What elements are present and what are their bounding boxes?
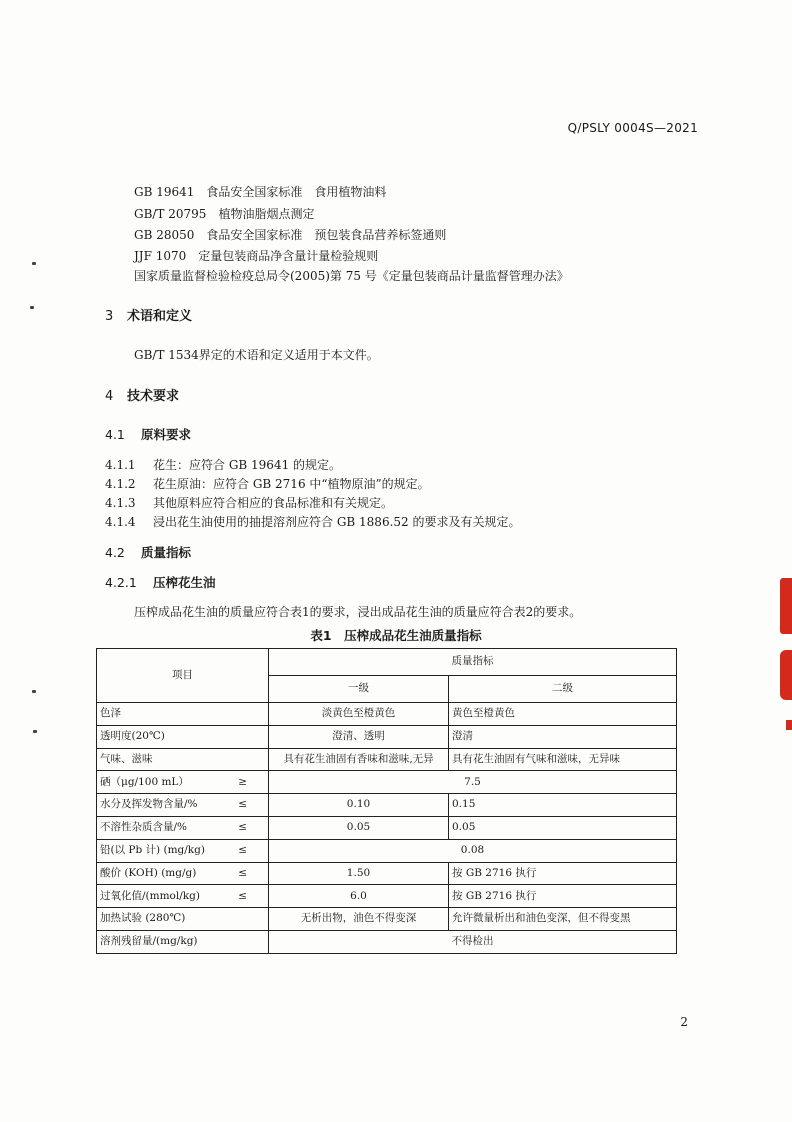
item-label: 过氧化值/(mmol/kg) xyxy=(100,889,200,902)
grade-1-cell: 0.10 xyxy=(269,794,449,817)
clause-text: 花生：应符合 GB 19641 的规定。 xyxy=(153,458,342,472)
table-title: 表1 压榨成品花生油质量指标 xyxy=(310,628,482,643)
operator: ≤ xyxy=(238,798,247,811)
grade-1-cell: 0.05 xyxy=(269,816,449,839)
grade-1-cell: 无析出物，油色不得变深 xyxy=(269,908,449,931)
scan-speck xyxy=(32,262,36,265)
header-grade-1: 一级 xyxy=(269,676,449,703)
section-number: 4 xyxy=(105,389,114,404)
item-cell xyxy=(97,862,269,885)
seal-stamp-fragment xyxy=(780,578,792,634)
item-cell xyxy=(97,930,269,953)
clause-number: 4.1.3 xyxy=(105,496,136,510)
clause-item xyxy=(105,475,430,492)
item-cell xyxy=(97,725,269,748)
section-4-2-heading xyxy=(105,543,191,561)
reference-line: GB 28050 食品安全国家标准 预包装食品营养标签通则 xyxy=(134,228,447,242)
table-row xyxy=(97,771,677,794)
section-number: 4.2.1 xyxy=(105,575,137,590)
section-title: 术语和定义 xyxy=(127,309,193,324)
section-number: 3 xyxy=(105,309,114,324)
scan-speck xyxy=(33,730,37,733)
item-cell xyxy=(97,748,269,771)
item-cell xyxy=(97,771,269,794)
clause-text: 其他原料应符合相应的食品标准和有关规定。 xyxy=(153,496,394,510)
grade-2-cell: 0.15 xyxy=(449,794,677,817)
section-4-heading xyxy=(105,385,179,404)
grade-2-cell: 允许微量析出和油色变深，但不得变黑 xyxy=(449,908,677,931)
grade-1-cell: 澄清、透明 xyxy=(269,725,449,748)
item-label: 铅(以 Pb 计) (mg/kg) xyxy=(100,843,205,856)
section-3-text: GB/T 1534界定的术语和定义适用于本文件。 xyxy=(134,348,379,362)
item-label: 气味、滋味 xyxy=(100,752,153,765)
item-label: 酸价 (KOH) (mg/g) xyxy=(100,866,197,879)
section-number: 4.1 xyxy=(105,427,125,442)
section-4-1-heading xyxy=(105,425,191,443)
grade-2-cell: 0.05 xyxy=(449,816,677,839)
header-quality-index: 质量指标 xyxy=(269,649,677,676)
table-row xyxy=(97,862,677,885)
clause-item xyxy=(105,513,520,530)
grade-1-cell: 具有花生油固有香味和滋味,无异 xyxy=(269,748,449,771)
operator: ≤ xyxy=(238,866,247,879)
item-label: 溶剂残留量/(mg/kg) xyxy=(100,935,198,948)
table-row xyxy=(97,703,677,726)
grade-2-cell: 黄色至橙黄色 xyxy=(449,703,677,726)
page-number: 2 xyxy=(680,1015,688,1029)
table-row xyxy=(97,839,677,862)
item-label: 水分及挥发物含量/% xyxy=(100,798,198,811)
grade-1-cell: 1.50 xyxy=(269,862,449,885)
table-row xyxy=(97,885,677,908)
operator: ≤ xyxy=(238,889,247,902)
clause-number: 4.1.1 xyxy=(105,458,136,472)
reference-line: GB/T 20795 植物油脂烟点测定 xyxy=(134,207,315,221)
item-label: 色泽 xyxy=(100,707,121,720)
quality-table xyxy=(96,648,677,954)
scan-speck xyxy=(30,306,34,309)
section-number: 4.2 xyxy=(105,545,125,560)
seal-stamp-fragment xyxy=(780,650,792,700)
item-cell xyxy=(97,703,269,726)
grade-2-cell: 澄清 xyxy=(449,725,677,748)
item-label: 加热试验 (280℃) xyxy=(100,912,186,925)
seal-stamp-fragment xyxy=(786,720,792,730)
reference-line: JJF 1070 定量包装商品净含量计量检验规则 xyxy=(134,249,379,263)
clause-text: 浸出花生油使用的抽提溶剂应符合 GB 1886.52 的要求及有关规定。 xyxy=(153,515,521,529)
item-cell xyxy=(97,839,269,862)
grade-2-cell: 按 GB 2716 执行 xyxy=(449,862,677,885)
item-label: 硒（μg/100 mL） xyxy=(100,775,189,788)
grade-1-cell: 淡黄色至橙黄色 xyxy=(269,703,449,726)
section-4-2-1-text: 压榨成品花生油的质量应符合表1的要求，浸出成品花生油的质量应符合表2的要求。 xyxy=(134,605,582,619)
table-header-row xyxy=(97,649,677,676)
clause-number: 4.1.4 xyxy=(105,515,136,529)
item-cell xyxy=(97,794,269,817)
scan-speck xyxy=(32,690,36,693)
item-cell xyxy=(97,816,269,839)
item-cell xyxy=(97,885,269,908)
header-grade-2: 二级 xyxy=(449,676,677,703)
header-item: 项目 xyxy=(97,649,269,703)
clause-item xyxy=(105,456,341,473)
section-title: 质量指标 xyxy=(141,545,192,560)
clause-number: 4.1.2 xyxy=(105,477,136,491)
grade-1-cell: 6.0 xyxy=(269,885,449,908)
item-cell xyxy=(97,908,269,931)
table-row xyxy=(97,725,677,748)
section-title: 压榨花生油 xyxy=(153,575,216,590)
table-row xyxy=(97,794,677,817)
table-row xyxy=(97,748,677,771)
grade-2-cell: 具有花生油固有气味和滋味，无异味 xyxy=(449,748,677,771)
merged-value-cell: 不得检出 xyxy=(269,930,677,953)
table-row xyxy=(97,908,677,931)
clause-text: 花生原油：应符合 GB 2716 中“植物原油”的规定。 xyxy=(153,477,430,491)
section-3-heading xyxy=(105,305,192,324)
grade-2-cell: 按 GB 2716 执行 xyxy=(449,885,677,908)
item-label: 不溶性杂质含量/% xyxy=(100,821,188,834)
operator: ≥ xyxy=(238,775,247,788)
clause-item xyxy=(105,494,393,511)
reference-line: GB 19641 食品安全国家标准 食用植物油料 xyxy=(134,185,387,199)
section-4-2-1-heading xyxy=(105,573,216,591)
merged-value-cell: 7.5 xyxy=(269,771,677,794)
section-title: 原料要求 xyxy=(141,427,192,442)
operator: ≤ xyxy=(238,843,247,856)
item-label: 透明度(20℃) xyxy=(100,729,165,742)
reference-line: 国家质量监督检验检疫总局令(2005)第 75 号《定量包装商品计量监督管理办法》 xyxy=(134,269,569,283)
operator: ≤ xyxy=(238,821,247,834)
table-row xyxy=(97,816,677,839)
table-row xyxy=(97,930,677,953)
merged-value-cell: 0.08 xyxy=(269,839,677,862)
document-code: Q/PSLY 0004S—2021 xyxy=(567,121,698,135)
section-title: 技术要求 xyxy=(127,389,180,404)
